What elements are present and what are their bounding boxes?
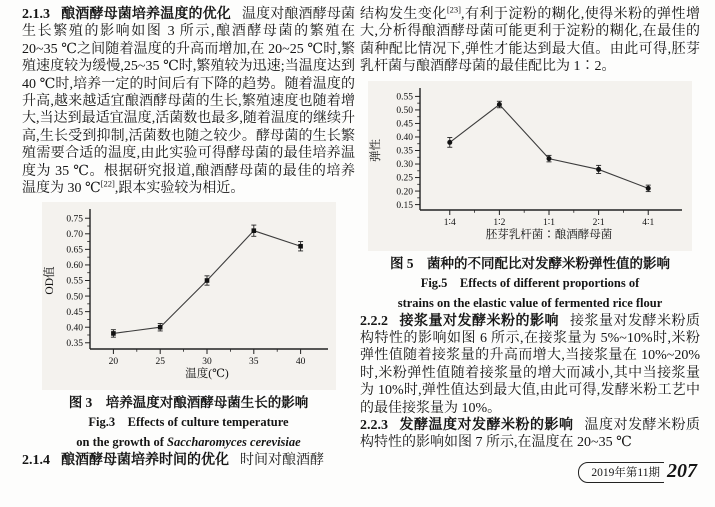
svg-text:0.55: 0.55 xyxy=(65,277,83,288)
section-2-2-2-paragraph xyxy=(360,313,700,417)
section-2-1-4-number: 2.1.4 xyxy=(22,453,50,469)
figure3-caption-en-line2 xyxy=(22,432,355,452)
svg-text:0.35: 0.35 xyxy=(396,146,413,157)
svg-text:30: 30 xyxy=(201,357,212,368)
figure3-chart xyxy=(42,203,336,385)
figure3-caption-en-prefix: on the growth of xyxy=(76,435,168,450)
section-2-2-2-title: 接浆量对发酵米粉的影响 xyxy=(399,313,559,329)
figure3-caption-en-line1: Fig.3 Effects of culture temperature xyxy=(88,415,289,430)
svg-text:0.70: 0.70 xyxy=(65,230,83,241)
citation-ref-23: [23] xyxy=(446,4,461,15)
svg-text:0.75: 0.75 xyxy=(65,214,83,225)
svg-text:温度(℃): 温度(℃) xyxy=(184,368,229,381)
figure5-caption-cn: 图 5 菌种的不同配比对发酵米粉弹性值的影响 xyxy=(389,255,671,271)
section-2-2-2-text: 接浆量对发酵米粉质构特性的影响如图 6 所示,在接浆量为 5%~10%时,米粉弹性值随着接浆量的升高而增大,当接浆量在 10%~20%时,米粉弹性值随着接浆量的增大而减小,其中当接浆量为 10%时,弹性值达到最大值,由此可得,发酵米粉工艺中的最佳接浆量为 10%。 xyxy=(360,313,700,416)
svg-text:0.45: 0.45 xyxy=(396,119,413,130)
svg-text:胚芽乳杆菌∶酿酒酵母菌: 胚芽乳杆菌∶酿酒酵母菌 xyxy=(485,228,613,241)
issue-badge: 2019年第11期 xyxy=(578,462,673,483)
section-2-2-3-number: 2.2.3 xyxy=(360,418,388,434)
svg-text:2∶1: 2∶1 xyxy=(592,217,605,228)
svg-text:0.25: 0.25 xyxy=(396,173,413,184)
section-2-2-2-number: 2.2.2 xyxy=(360,313,388,329)
figure5 xyxy=(368,81,692,251)
page-number: 207 xyxy=(664,460,698,485)
section-2-2-3-paragraph xyxy=(360,417,700,452)
section-2-1-3-title: 酿酒酵母菌培养温度的优化 xyxy=(61,7,231,22)
left-column xyxy=(22,6,355,470)
svg-text:20: 20 xyxy=(108,357,118,368)
right-column xyxy=(360,6,700,485)
svg-text:OD值: OD值 xyxy=(43,266,56,296)
svg-text:0.65: 0.65 xyxy=(65,246,83,257)
svg-text:0.40: 0.40 xyxy=(396,132,413,143)
figure3 xyxy=(42,202,336,390)
section-2-1-4-paragraph xyxy=(22,452,355,469)
page-footer xyxy=(360,460,700,485)
svg-text:弹性: 弹性 xyxy=(370,138,382,162)
svg-text:0.30: 0.30 xyxy=(396,159,413,170)
intro-text: 结构发生变化 xyxy=(360,7,447,22)
section-2-1-3-text-end: ,跟本实验较为相近。 xyxy=(114,181,245,197)
svg-text:0.35: 0.35 xyxy=(65,339,83,350)
section-2-1-3-paragraph xyxy=(22,6,355,197)
section-2-1-3-number: 2.1.3 xyxy=(22,7,50,22)
figure3-caption-cn: 图 3 培养温度对酿酒酵母菌生长的影响 xyxy=(68,395,309,411)
svg-text:40: 40 xyxy=(295,357,305,368)
svg-text:0.50: 0.50 xyxy=(396,105,413,116)
svg-text:0.40: 0.40 xyxy=(65,323,83,334)
section-2-1-4-text: 时间对酿酒酵 xyxy=(240,453,324,469)
section-2-2-3-text: 温度对发酵米粉质构特性的影响如图 7 所示,在温度在 20~35 ℃ xyxy=(360,418,700,451)
svg-text:1∶1: 1∶1 xyxy=(543,217,555,228)
svg-text:0.15: 0.15 xyxy=(396,200,413,211)
svg-text:35: 35 xyxy=(248,357,259,368)
intro-paragraph xyxy=(360,6,700,76)
svg-text:4∶1: 4∶1 xyxy=(642,217,655,228)
svg-text:0.20: 0.20 xyxy=(396,186,413,197)
svg-text:25: 25 xyxy=(154,357,165,368)
section-2-1-4-title: 酿酒酵母菌培养时间的优化 xyxy=(61,453,229,469)
figure3-caption-species: Saccharomyces cerevisiae xyxy=(167,435,301,450)
figure5-caption-en-line2: strains on the elastic value of fermented rice flour xyxy=(397,295,663,310)
section-2-1-3-text: 温度对酿酒酵母菌生长繁殖的影响如图 3 所示,酿酒酵母菌的繁殖在 20~35 ℃之间随着温度的升高而增加,在 20~25 ℃时,繁殖速度较为缓慢,25~35 ℃时,繁殖较为迅速;当温度达到 40 ℃时,培养一定的时间后有下降的趋势。随着温度的升高,越来越适宜酿酒酵母菌的生长,繁殖速度也随着增大,当达到最适宜温度,活菌数也最多,随着温度的继续升高,生长受到抑制,活菌数也随之较少。酵母菌的生长繁殖需要合适的温度,由此实验可得酵母菌的最佳培养温度为 35 ℃。根据研究报道,酿酒酵母菌的最佳的培养温度为 30 ℃ xyxy=(22,7,356,197)
section-2-2-3-title: 发酵温度对发酵米粉的影响 xyxy=(399,418,574,434)
svg-text:1∶2: 1∶2 xyxy=(493,217,506,228)
figure5-chart xyxy=(368,82,692,246)
svg-text:0.60: 0.60 xyxy=(65,261,83,272)
figure5-caption-en-line1: Fig.5 Effects of different proportions of xyxy=(420,275,640,290)
svg-text:0.45: 0.45 xyxy=(65,308,83,319)
svg-text:0.50: 0.50 xyxy=(65,292,83,303)
intro-text-end: ,有利于淀粉的糊化,使得米粉的弹性增大,分析得酿酒酵母菌可能更利于淀粉的糊化,在最佳的菌种配比情况下,弹性才能达到最大值。由此可得,胚芽乳杆菌与酿酒酵母菌的最佳配比为 1∶2。 xyxy=(360,7,701,75)
svg-text:1∶4: 1∶4 xyxy=(443,217,456,228)
citation-ref-22: [22] xyxy=(100,178,115,189)
svg-text:0.55: 0.55 xyxy=(396,92,413,103)
